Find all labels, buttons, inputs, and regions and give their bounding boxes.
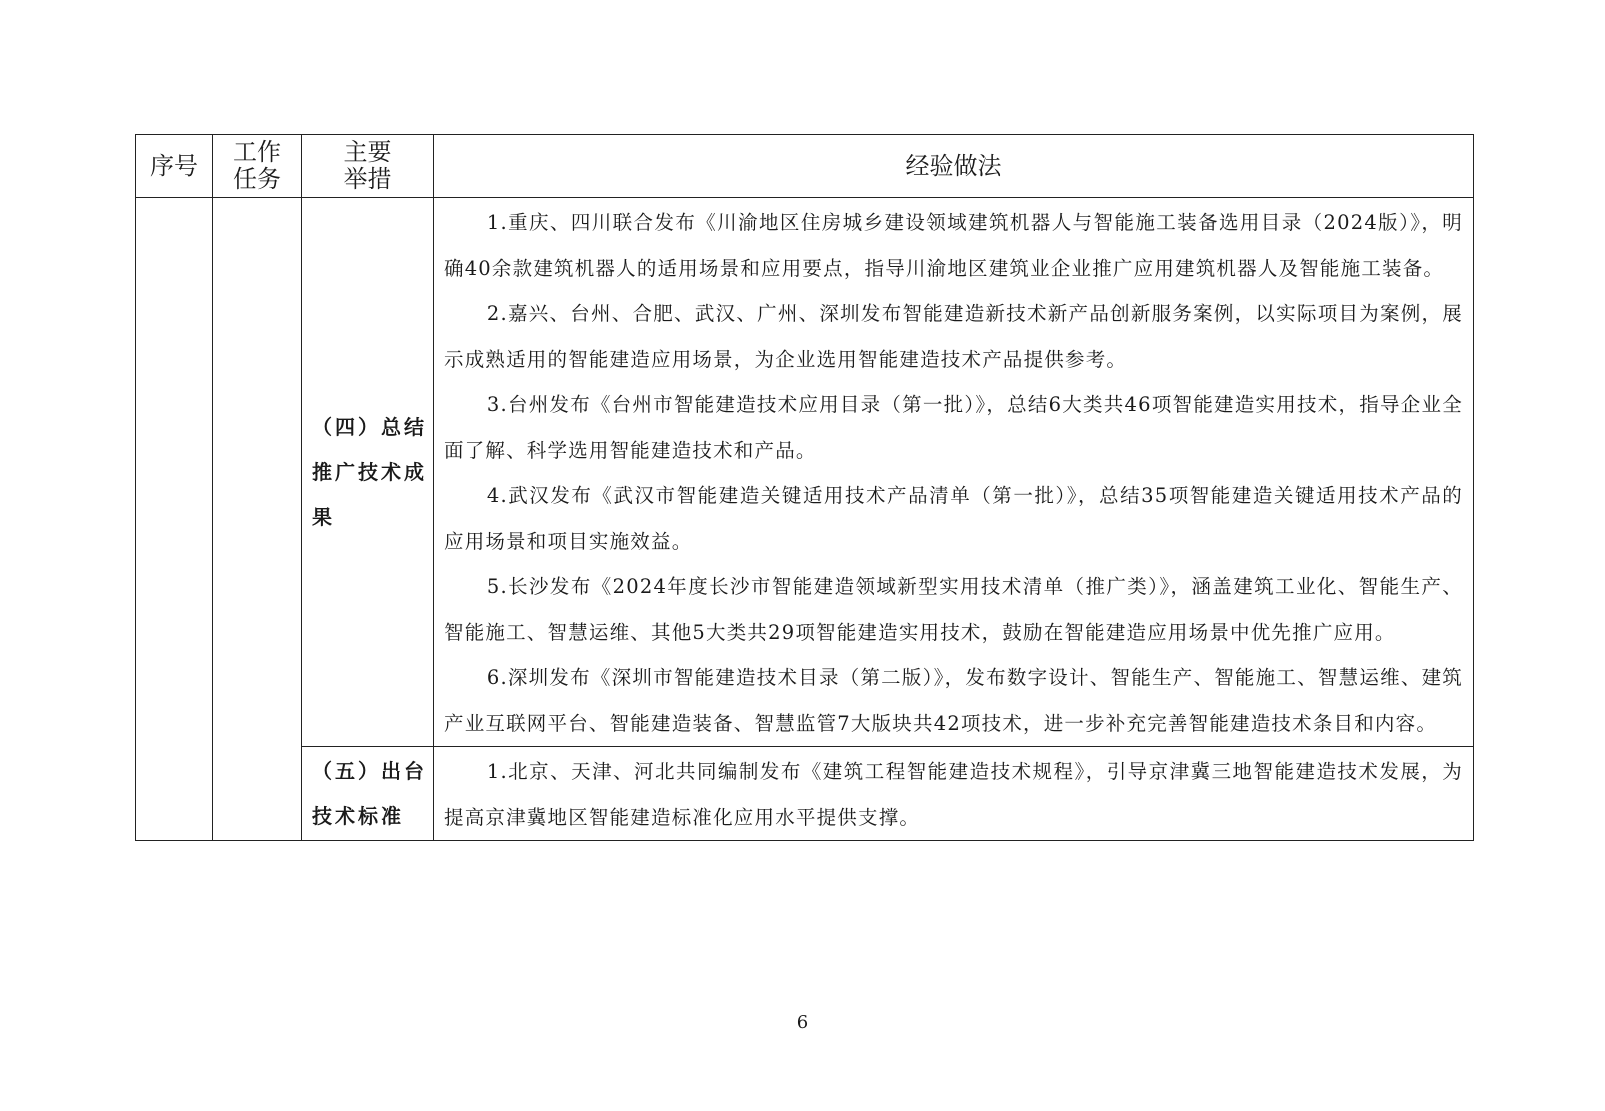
header-index: 序号: [136, 135, 213, 198]
measure-cell: [302, 747, 434, 841]
practice-item: 4.武汉发布《武汉市智能建造关键适用技术产品清单（第一批）》，总结35项智能建造关键适用技术产品的应用场景和项目实施效益。: [444, 484, 1463, 553]
measure-cell: [302, 198, 434, 747]
table-row: [136, 198, 1474, 747]
table-header-row: [136, 135, 1474, 198]
practice-item: 1.北京、天津、河北共同编制发布《建筑工程智能建造技术规程》，引导京津冀三地智能建造技术发展，为提高京津冀地区智能建造标准化应用水平提供支撑。: [444, 760, 1463, 829]
experience-table: [135, 134, 1474, 841]
task-cell: [213, 198, 302, 841]
header-task: 工作任务: [213, 135, 302, 198]
page-number: 6: [796, 1012, 809, 1033]
practice-item: 5.长沙发布《2024年度长沙市智能建造领域新型实用技术清单（推广类）》，涵盖建筑工业化、智能生产、智能施工、智慧运维、其他5大类共29项智能建造实用技术，鼓励在智能建造应用场景中优先推广应用。: [444, 575, 1463, 644]
practice-cell: [434, 747, 1474, 841]
measure-text: （四）总结推广技术成果: [312, 414, 427, 529]
header-measure: 主要举措: [302, 135, 434, 198]
practice-item: 2.嘉兴、台州、合肥、武汉、广州、深圳发布智能建造新技术新产品创新服务案例，以实际项目为案例，展示成熟适用的智能建造应用场景，为企业选用智能建造技术产品提供参考。: [444, 302, 1463, 371]
index-cell: [136, 198, 213, 841]
practice-item: 3.台州发布《台州市智能建造技术应用目录（第一批）》，总结6大类共46项智能建造实用技术，指导企业全面了解、科学选用智能建造技术和产品。: [444, 393, 1463, 462]
measure-text: （五）出台技术标准: [312, 758, 427, 828]
header-practice: 经验做法: [434, 135, 1474, 198]
practice-cell: [434, 198, 1474, 747]
practice-item: 1.重庆、四川联合发布《川渝地区住房城乡建设领域建筑机器人与智能施工装备选用目录（2024版）》，明确40余款建筑机器人的适用场景和应用要点，指导川渝地区建筑业企业推广应用建筑机器人及智能施工装备。: [444, 211, 1463, 280]
practice-item: 6.深圳发布《深圳市智能建造技术目录（第二版）》，发布数字设计、智能生产、智能施工、智慧运维、建筑产业互联网平台、智能建造装备、智慧监管7大版块共42项技术，进一步补充完善智能建造技术条目和内容。: [444, 666, 1463, 735]
table-row: [136, 747, 1474, 841]
